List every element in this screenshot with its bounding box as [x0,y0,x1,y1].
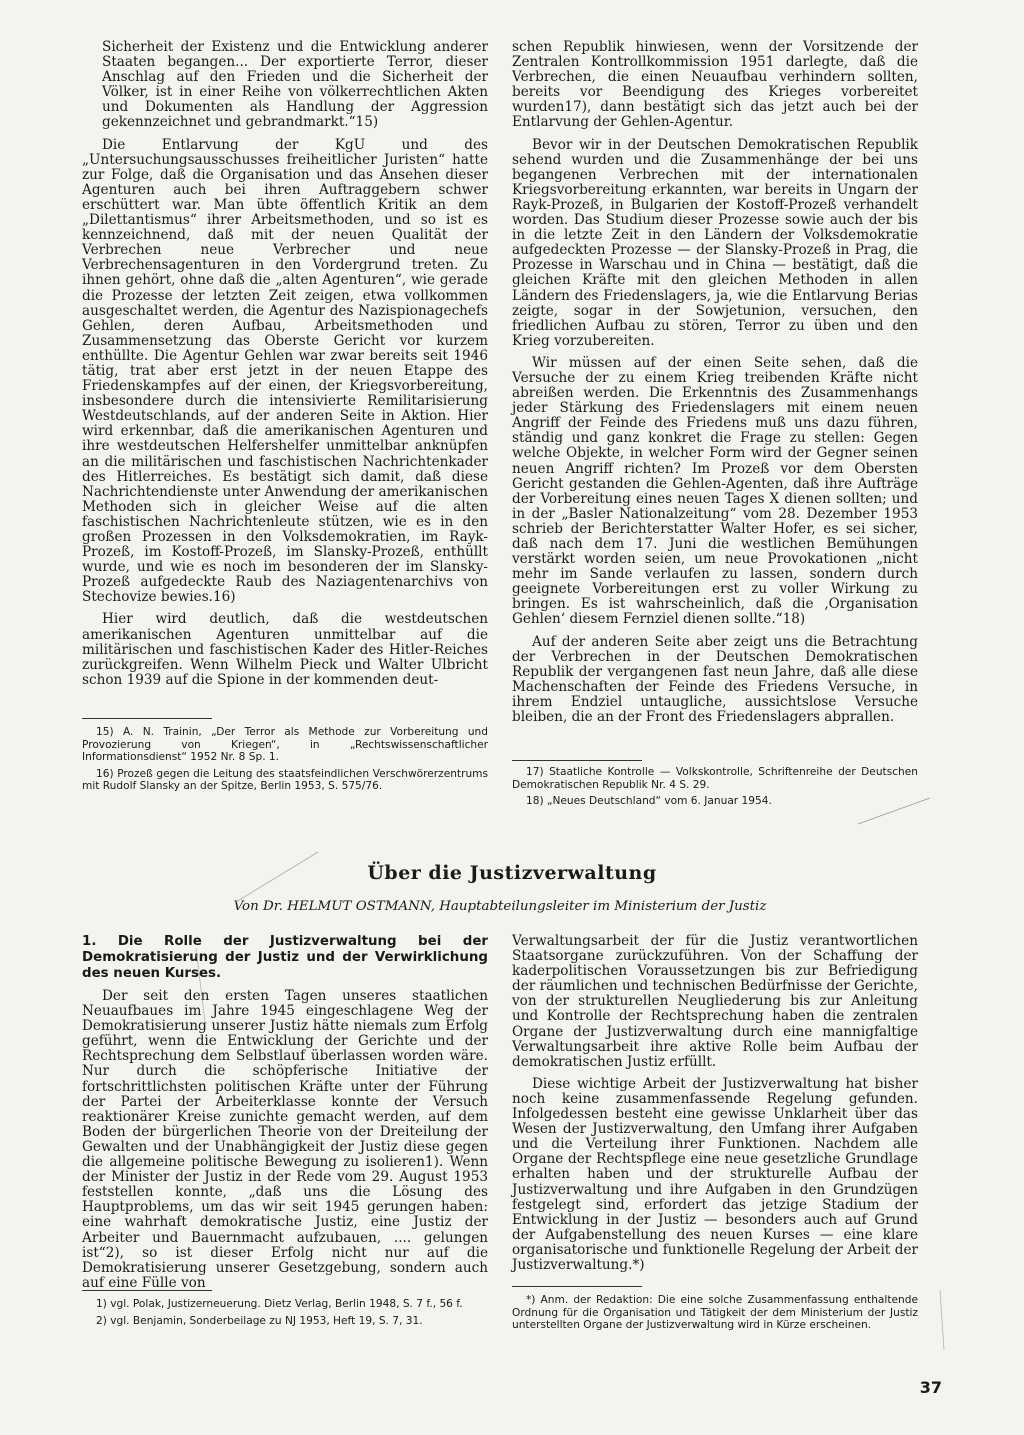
paragraph: Sicherheit der Existenz und die Entwicklung anderer Staaten begangen... Der exportierte Terror, dieser Anschlag auf den Frieden und die Sicherheit der Völker, ist in einer Reihe von völkerrechtlichen Akten und Dokumenten als Handlung der Aggression gekennzeichnet und gebrandmarkt.“15) [102,39,488,131]
paragraph: Verwaltungsarbeit der für die Justiz verantwortlichen Staatsorgane zurückzuführen. Von der Schaffung der kaderpolitischen Voraussetzungen bis zur Befriedigung der räumlichen und technischen Bedürfnisse der Gerichte, von der strukturellen Neugliederung bis zur Anleitung und Kontrolle der Rechtsprechung haben die zentralen Organe der Justizverwaltung durch eine mannigfaltige Verwaltungsarbeit ihre aktive Rolle beim Aufbau der demokratischen Justiz erfüllt. [512,933,918,1070]
paragraph: Bevor wir in der Deutschen Demokratischen Republik sehend wurden und die Zusammenhänge der bei uns begangenen Verbrechen mit der internationalen Kriegsvorbereitung erkannten, war bereits in Ungarn der Rayk-Prozeß, in Bulgarien der Kostoff-Prozeß verhandelt worden. Das Studium dieser Prozesse sowie auch der bis in die letzte Zeit in den Ländern der Volksdemokratie aufgedeckten Prozesse — der Slansky-Prozeß in Prag, die Prozesse in Warschau und in China — bestätigt, daß die gleichen Kräfte mit den gleichen Methoden in allen Ländern des Friedenslagers, ja, wie die Entlarvung Berias zeigte, sogar in der Sowjetunion, versuchen, den friedlichen Aufbau zu stören, Terror zu üben und den Krieg vorzubereiten. [512,136,918,349]
pencil-stroke [236,852,318,902]
pencil-stroke [858,798,930,824]
footnote: 15) A. N. Trainin, „Der Terror als Methode zur Vorbereitung und Provozierung von Kriegen“, in „Rechtswissenschaftlicher Informationsdienst“ 1952 Nr. 8 Sp. 1. [82,726,488,764]
page-number: 37 [919,1378,942,1397]
section-heading: 1. Die Rolle der Justizverwaltung bei der Demokratisierung der Justiz und der Verwirklichung des neuen Kurses. [82,934,488,981]
paragraph: Hier wird deutlich, daß die westdeutschen amerikanischen Agenturen unmittelbar auf die militärischen und faschistischen Kader des Hitler-Reiches zurückgreifen. Wenn Wilhelm Pieck und Walter Ulbricht schon 1939 auf die Spione in der kommenden deut- [82,611,488,688]
article-title: Über die Justizverwaltung [367,862,657,884]
footnote: 1) vgl. Polak, Justizerneuerung. Dietz Verlag, Berlin 1948, S. 7 f., 56 f. [96,1298,463,1310]
pencil-stroke [196,948,206,1030]
paragraph: Wir müssen auf der einen Seite sehen, daß die Versuche der zu einem Krieg treibenden Kräfte nicht abreißen werden. Die Erkenntnis des Zusammenhangs jeder Stärkung des Friedenslagers mit einem neuen Angriff der Feinde des Friedens muß uns dazu führen, ständig und ganz konkret die Frage zu stellen: Gegen welche Objekte, in welcher Form wird der Gegner seinen neuen Angriff richten? Im Prozeß vor dem Obersten Gericht gestanden die Gehlen-Agenten, daß ihre Aufträge der Vorbereitung eines neuen Tages X dienen sollten; und in der „Basler Nationalzeitung“ vom 28. Dezember 1953 schrieb der Berichterstatter Walter Hofer, es sei sicher, daß nach dem 17. Juni die westlichen Bemühungen verstärkt worden seien, um neue Provokationen „nicht mehr im Sande verlaufen zu lassen, sondern durch geeignete Vorbereitungen erst zu voller Wirkung zu bringen. Es ist wahrscheinlich, daß die ‚Organisation Gehlen‘ diesem Fernziel dienen sollte.“18) [512,354,918,628]
footnote: 18) „Neues Deutschland“ vom 6. Januar 1954. [526,795,772,808]
article-byline: Von Dr. HELMUT OSTMANN, Hauptabteilungsleiter im Ministerium der Justiz [233,899,767,914]
pencil-stroke [940,1290,944,1350]
paragraph: schen Republik hinwiesen, wenn der Vorsitzende der Zentralen Kontrollkommission 1951 darlegte, daß die Verbrechen, die einen Neuaufbau verhindern sollten, bereits vor Beendigung des Krieges vorbereitet wurden17), dann bestätigt sich das jetzt auch bei der Entlarvung der Gehlen-Agentur. [512,39,918,131]
paragraph: Der seit den ersten Tagen unseres staatlichen Neuaufbaues im Jahre 1945 eingeschlagene Weg der Demokratisierung unserer Justiz hätte niemals zum Erfolg geführt, wenn die Entwicklung der Gerichte und der Rechtsprechung dem Selbstlauf überlassen worden wäre. Nur durch die schöpferische Initiative der fortschrittlichsten politischen Kräfte unter der Führung der Partei der Arbeiterklasse konnte der Versuch reaktionärer Kreise zunichte gemacht werden, auf dem Boden der bürgerlichen Theorie von der Dreiteilung der Gewalten und der Unabhängigkeit der Justiz diese gegen die allgemeine politische Bewegung zu isolieren1). Wenn der Minister der Justiz in der Rede vom 29. August 1953 feststellen konnte, „daß uns die Lösung des Hauptproblems, um das wir seit 1945 gerungen haben: eine wahrhaft demokratische Justiz, eine Justiz der Arbeiter und Bauernmacht aufzubauen, .... gelungen ist“2), so ist dieser Erfolg nicht nur auf die Demokratisierung unserer Gesetzgebung, sondern auch auf eine Fülle von [82,988,488,1291]
footnote: 2) vgl. Benjamin, Sonderbeilage zu NJ 1953, Heft 19, S. 7, 31. [96,1314,423,1327]
footnote: 17) Staatliche Kontrolle — Volkskontrolle, Schriftenreihe der Deutschen Demokratischen Republik Nr. 4 S. 29. [512,766,918,791]
footnote: 16) Prozeß gegen die Leitung des staatsfeindlichen Verschwörerzentrums mit Rudolf Slansky an der Spitze, Berlin 1953, S. 575/76. [82,767,488,793]
paragraph: Die Entlarvung der KgU und des „Untersuchungsausschusses freiheitlicher Juristen“ hatte zur Folge, daß die Organisation und das Ansehen dieser Agenturen auch bei ihren Auftraggebern schwer erschüttert war. Man übte öffentlich Kritik an dem „Dilettantismus“ ihrer Arbeitsmethoden, und so ist es kennzeichnend, daß mit der neuen Qualität der Verbrechen neue Verbrecher und neue Verbrechensagenturen in den Vordergrund treten. Zu ihnen gehört, ohne daß die „alten Agenturen“, wie gerade die Prozesse der letzten Zeit zeigen, etwa vollkommen ausgeschaltet werden, die Agentur des Nazispionagechefs Gehlen, deren Aufbau, Arbeitsmethoden und Zusammensetzung das Oberste Gericht vor kurzem enthüllte. Die Agentur Gehlen war zwar bereits seit 1946 tätig, trat aber erst jetzt in der neuen Etappe des Friedenskampfes auf der einen, der Kriegsvorbereitung, insbesondere durch die intensivierte Remilitarisierung Westdeutschlands, auf der anderen Seite in Aktion. Hier wird erkennbar, daß die amerikanischen Agenturen und ihre westdeutschen Helfershelfer unmittelbar anknüpfen an die militärischen und faschistischen Nachrichtenkader des Hitlerreiches. Es bestätigt sich damit, daß diese Nachrichtendienste unter Anwendung der amerikanischen Methoden sich in gleicher Weise auf die alten faschistischen Nachrichtenleute stützen, wie es in den großen Prozessen in den Volksdemokratien, im Rayk-Prozeß, im Kostoff-Prozeß, im Slansky-Prozeß, enthüllt wurde, und wie es noch im besonderen der im Slansky-Prozeß aufgedeckte Raub des Naziagentenarchivs von Stechovize bewies.16) [82,136,488,606]
paragraph: Auf der anderen Seite aber zeigt uns die Betrachtung der Verbrechen in der Deutschen Demokratischen Republik der vergangenen fast neun Jahre, daß alle diese Machenschaften der Feinde des Friedens Versuche, in ihrem Endziel untaugliche, aussichtslose Versuche bleiben, die an der Front des Friedenslagers abprallen. [512,633,918,726]
paragraph: Diese wichtige Arbeit der Justizverwaltung hat bisher noch keine zusammenfassende Regelung gefunden. Infolgedessen besteht eine gewisse Unklarheit über das Wesen der Justizverwaltung, den Umfang ihrer Aufgaben und die Verteilung ihrer Funktionen. Nachdem alle Organe der Rechtspflege eine neue gesetzliche Grundlage erhalten haben und der strukturelle Aufbau der Justizverwaltung und ihre Aufgaben in den Grundzügen festgelegt sind, erfordert das jetzige Stadium der Entwicklung in der Justiz — besonders auch auf Grund der Aufgabenstellung des neuen Kurses — eine klare organisatorische und funktionelle Regelung der Arbeit der Justizverwaltung.*) [512,1075,918,1273]
footnote: *) Anm. der Redaktion: Die eine solche Zusammenfassung enthaltende Ordnung für die Organisation und Tätigkeit der dem Ministerium der Justiz unterstellten Organe der Justizverwaltung wird in Kürze erscheinen. [512,1294,918,1332]
